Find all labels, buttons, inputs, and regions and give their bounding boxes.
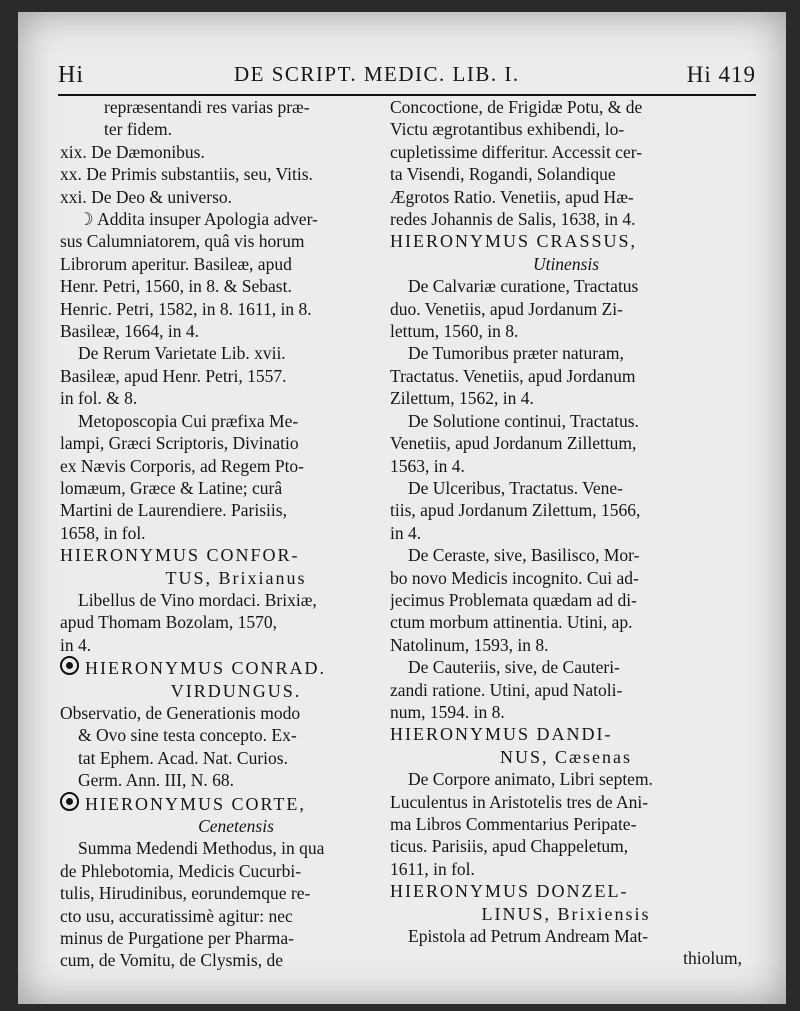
line-text: jecimus Problemata quædam ad di- [390, 589, 637, 610]
text-line [60, 499, 412, 521]
text-line [60, 342, 412, 364]
text-line [60, 837, 412, 859]
line-text: De Ceraste, sive, Basilisco, Mor- [408, 545, 640, 566]
text-line [60, 320, 412, 342]
text-line [60, 455, 412, 477]
line-text: TUS, Brixianus [165, 567, 307, 588]
line-text: Victu ægrotantibus exhibendi, lo- [390, 119, 625, 140]
line-text: lettum, 1560, in 8. [390, 321, 519, 342]
line-text: Libellus de Vino mordaci. Brixiæ, [78, 589, 317, 610]
text-line [60, 905, 412, 927]
line-text: cupletissime differitur. Accessit cer- [390, 141, 643, 162]
text-line [390, 141, 742, 163]
line-text: Concoctione, de Frigidæ Potu, & de [390, 97, 643, 117]
line-text: De Tumoribus præter naturam, [408, 343, 624, 364]
text-line [390, 253, 742, 275]
line-text: minus de Purgatione per Pharma- [60, 928, 294, 949]
text-line [390, 410, 742, 432]
text-line [390, 320, 742, 342]
line-text: VIRDUNGUS. [170, 680, 302, 701]
author-heading [390, 746, 742, 768]
line-text: tat Ephem. Acad. Nat. Curios. [78, 747, 288, 768]
line-text: De Solutione continui, Tractatus. [408, 410, 639, 431]
text-line [60, 141, 412, 163]
line-text: LINUS, Brixiensis [481, 903, 651, 924]
line-text: thiolum, [683, 948, 742, 969]
text-line [60, 949, 412, 971]
text-line [390, 791, 742, 813]
author-heading [60, 656, 412, 679]
line-text: 1658, in fol. [60, 522, 146, 543]
text-line [390, 858, 742, 880]
line-text: Natolinum, 1593, in 8. [390, 634, 549, 655]
line-text: 1611, in fol. [390, 858, 475, 879]
text-line [390, 298, 742, 320]
book-page [18, 12, 786, 1004]
line-text: tulis, Hirudinibus, eorundemque re- [60, 883, 311, 904]
line-text: & Ovo sine testa concepto. Ex- [78, 725, 297, 746]
text-line [60, 522, 412, 544]
text-line [390, 813, 742, 835]
pilcrow-mark-icon [60, 656, 79, 675]
text-line [60, 702, 412, 724]
text-line [390, 947, 742, 969]
text-line [390, 186, 742, 208]
line-text: redes Johannis de Salis, 1638, in 4. [390, 209, 636, 230]
text-line [60, 118, 412, 140]
text-line [390, 365, 742, 387]
text-line [390, 925, 742, 947]
text-line [390, 275, 742, 297]
text-line [60, 611, 412, 633]
text-line [390, 522, 742, 544]
line-text: in 4. [60, 634, 92, 655]
line-text: Utinensis [532, 253, 600, 274]
right-column [390, 96, 742, 970]
line-text: Librorum aperitur. Basileæ, apud [60, 253, 292, 274]
line-text: HIERONYMUS DONZEL- [390, 881, 629, 902]
text-line [390, 208, 742, 230]
text-line [390, 432, 742, 454]
text-line [60, 298, 412, 320]
line-text: De Corpore animato, Libri septem. [408, 769, 653, 790]
text-line [390, 387, 742, 409]
page-number: Hi 419 [686, 62, 756, 87]
author-heading [390, 880, 742, 902]
line-text: repræsentandi res varias præ- [104, 97, 310, 117]
text-line [390, 701, 742, 723]
line-text: Henr. Petri, 1560, in 8. & Sebast. [60, 276, 292, 297]
line-text: Summa Medendi Methodus, in qua [78, 838, 325, 859]
line-text: tiis, apud Jordanum Zilettum, 1566, [390, 500, 641, 521]
text-line [60, 186, 412, 208]
line-text: ta Visendi, Rogandi, Solandique [390, 164, 616, 185]
author-heading [390, 230, 742, 252]
text-line [60, 815, 412, 837]
line-text: HIERONYMUS CORTE, [85, 793, 306, 814]
line-text: HIERONYMUS CRASSUS, [390, 231, 638, 252]
text-line [390, 477, 742, 499]
line-text: HIERONYMUS CONRAD. [85, 658, 327, 679]
line-text: Germ. Ann. III, N. 68. [78, 770, 235, 791]
line-text: in fol. & 8. [60, 388, 138, 409]
line-text: cto usu, accuratissimè agitur: nec [60, 905, 293, 926]
text-line [60, 477, 412, 499]
line-text: HIERONYMUS CONFOR- [60, 545, 300, 566]
line-text: lomæum, Græce & Latine; curâ [60, 477, 283, 498]
line-text: 1563, in 4. [390, 455, 465, 476]
line-text: zandi ratione. Utini, apud Natoli- [390, 679, 623, 700]
line-text: ticus. Parisiis, apud Chappeletum, [390, 836, 629, 857]
author-heading [60, 567, 412, 589]
line-text: duo. Venetiis, apud Jordanum Zi- [390, 298, 623, 319]
line-text: sus Calumniatorem, quâ vis horum [60, 231, 305, 252]
text-line [60, 927, 412, 949]
line-text: ☽ Addita insuper Apologia adver- [78, 209, 318, 230]
line-text: Luculentus in Aristotelis tres de Ani- [390, 791, 649, 812]
text-line [390, 634, 742, 656]
line-text: Epistola ad Petrum Andream Mat- [408, 926, 649, 947]
text-line [390, 118, 742, 140]
line-text: HIERONYMUS DANDI- [390, 724, 613, 745]
header-title: DE SCRIPT. MEDIC. LIB. I. [234, 62, 520, 86]
line-text: de Phlebotomia, Medicis Cucurbi- [60, 860, 302, 881]
text-line [60, 882, 412, 904]
text-line [390, 96, 742, 118]
author-heading [60, 680, 412, 702]
text-line [390, 589, 742, 611]
text-line [60, 275, 412, 297]
author-heading [390, 723, 742, 745]
line-text: Ægrotos Ratio. Venetiis, apud Hæ- [390, 186, 634, 207]
text-line [390, 342, 742, 364]
line-text: Basileæ, 1664, in 4. [60, 321, 200, 342]
text-line [390, 567, 742, 589]
line-text: De Cauteriis, sive, de Cauteri- [408, 657, 620, 678]
line-text: Tractatus. Venetiis, apud Jordanum [390, 365, 636, 386]
line-text: in 4. [390, 522, 422, 543]
text-line [390, 835, 742, 857]
text-line [390, 455, 742, 477]
line-text: De Rerum Varietate Lib. xvii. [78, 343, 286, 364]
author-heading [60, 544, 412, 566]
text-line [390, 544, 742, 566]
text-line [60, 747, 412, 769]
text-line [390, 679, 742, 701]
pilcrow-mark-icon [60, 792, 79, 811]
text-line [60, 589, 412, 611]
line-text: apud Thomam Bozolam, 1570, [60, 612, 277, 633]
line-text: ter fidem. [104, 119, 173, 140]
text-line [390, 611, 742, 633]
text-line [60, 230, 412, 252]
text-line [60, 387, 412, 409]
line-text: De Ulceribus, Tractatus. Vene- [408, 477, 623, 498]
line-text: Venetiis, apud Jordanum Zillettum, [390, 433, 637, 454]
line-text: xx. De Primis substantiis, seu, Vitis. [60, 164, 313, 185]
text-line [60, 208, 412, 230]
line-text: xxi. De Deo & universo. [60, 186, 233, 207]
line-text: lampi, Græci Scriptoris, Divinatio [60, 433, 299, 454]
line-text: Martini de Laurendiere. Parisiis, [60, 500, 287, 521]
text-line [60, 860, 412, 882]
text-line [390, 499, 742, 521]
text-line [60, 96, 412, 118]
line-text: Basileæ, apud Henr. Petri, 1557. [60, 365, 287, 386]
text-line [390, 768, 742, 790]
left-column [60, 96, 412, 972]
line-text: NUS, Cæsenas [499, 746, 632, 767]
line-text: Henric. Petri, 1582, in 8. 1611, in 8. [60, 298, 312, 319]
line-text: De Calvariæ curatione, Tractatus [408, 276, 639, 297]
line-text: cum, de Vomitu, de Clysmis, de [60, 950, 283, 971]
text-line [390, 656, 742, 678]
text-line [60, 432, 412, 454]
line-text: Zilettum, 1562, in 4. [390, 388, 534, 409]
running-header [58, 56, 756, 92]
text-line [60, 163, 412, 185]
line-text: ex Nævis Corporis, ad Regem Pto- [60, 455, 305, 476]
line-text: Observatio, de Generationis modo [60, 702, 301, 723]
line-text: ma Libros Commentarius Peripate- [390, 814, 637, 834]
text-line [390, 163, 742, 185]
author-heading [60, 792, 412, 815]
line-text: Cenetensis [198, 816, 274, 836]
author-heading [390, 903, 742, 925]
text-line [60, 410, 412, 432]
line-text: Metoposcopia Cui præfixa Me- [78, 410, 299, 431]
text-line [60, 365, 412, 387]
header-left: Hi [58, 62, 84, 88]
text-line [60, 769, 412, 791]
text-line [60, 253, 412, 275]
line-text: ctum morbum attinentia. Utini, ap. [390, 612, 633, 633]
line-text: xix. De Dæmonibus. [60, 141, 205, 162]
line-text: bo novo Medicis incognito. Cui ad- [390, 567, 639, 588]
text-line [60, 634, 412, 656]
line-text: num, 1594. in 8. [390, 701, 505, 722]
text-line [60, 724, 412, 746]
